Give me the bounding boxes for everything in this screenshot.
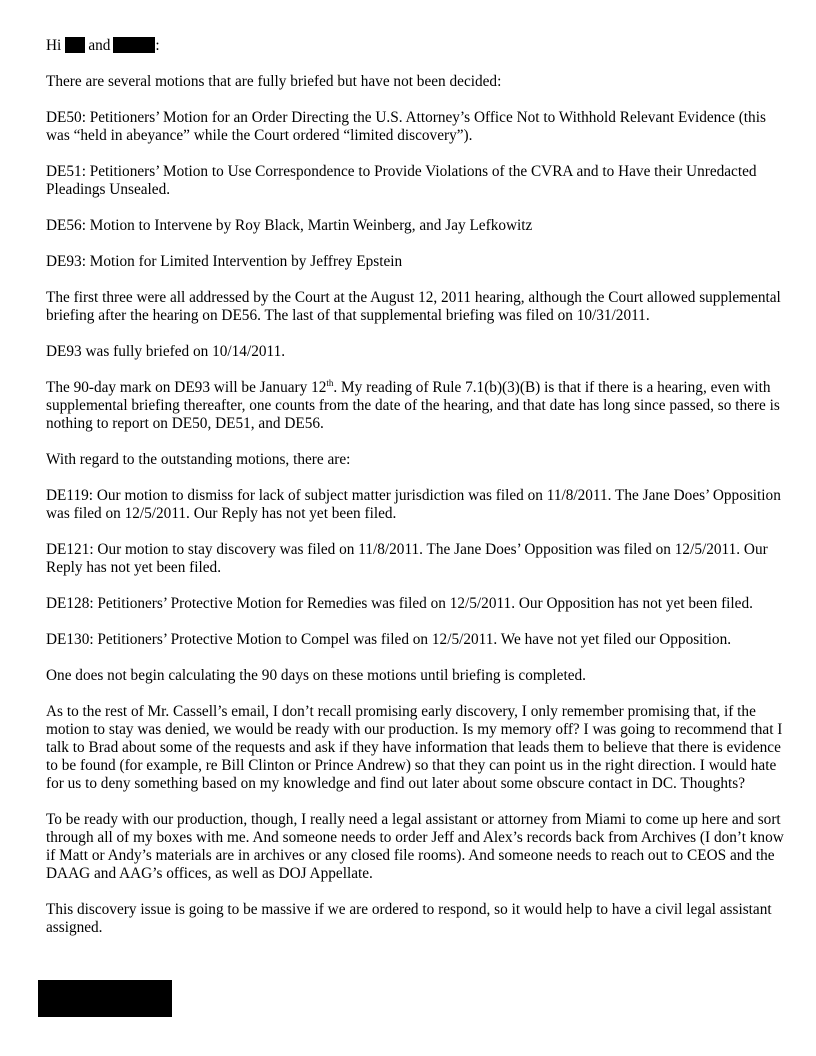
discovery-paragraph: This discovery issue is going to be massive if we are ordered to respond, so it would help to have a civil legal assistant assigned. [46, 901, 772, 936]
first-three-paragraph: The first three were all addressed by the Court at the August 12, 2011 hearing, although the Court allowed supplemental briefing after the hearing on DE56. The last of that supplemental briefing was filed on 10/31/2011. [46, 289, 781, 324]
mark-text-before: The 90-day mark on DE93 will be January 12 [46, 379, 327, 396]
pending-motion-de93: DE93: Motion for Limited Intervention by Jeffrey Epstein [46, 253, 403, 270]
cassell-email-paragraph: As to the rest of Mr. Cassell’s email, I don’t recall promising early discovery, I only remember promising that, if the motion to stay was denied, we would be ready with our production. Is my memory off? I was going to recommend that I talk to Brad about some of the requests and ask if they have information that leads them to believe that there is evidence to be found (for example, re Bill Clinton or Prince Andrew) so that they can point us in the right direction. I would hate for us to deny something based on my knowledge and find out later about some obscure contact in DC. Thoughts? [46, 703, 783, 792]
outstanding-motion-de128: DE128: Petitioners’ Protective Motion for Remedies was filed on 12/5/2011. Our Opposition has not yet been filed. [46, 595, 753, 612]
pending-motion-de51: DE51: Petitioners’ Motion to Use Correspondence to Provide Violations of the CVRA and to Have their Unredacted Pleadings Unsealed. [46, 163, 757, 198]
signature-redaction-block [38, 980, 172, 1017]
ninety-day-mark-paragraph [46, 379, 786, 433]
greeting-colon: : [155, 37, 160, 54]
production-paragraph: To be ready with our production, though, I really need a legal assistant or attorney from Miami to come up here and sort through all of my boxes with me. And someone needs to order Jeff and Alex’s records back from Archives (I don’t know if Matt or Andy’s materials are in archives or any closed file rooms). And someone needs to reach out to CEOS and the DAAG and AAG’s offices, as well as DOJ Appellate. [46, 811, 784, 882]
outstanding-motion-de121: DE121: Our motion to stay discovery was filed on 11/8/2011. The Jane Does’ Opposition was filed on 12/5/2011. Our Reply has not yet been filed. [46, 541, 768, 576]
outstanding-intro-paragraph: With regard to the outstanding motions, there are: [46, 451, 351, 468]
greeting-hi: Hi [46, 37, 62, 54]
outstanding-motion-de130: DE130: Petitioners’ Protective Motion to Compel was filed on 12/5/2011. We have not yet filed our Opposition. [46, 631, 732, 648]
redaction-block [65, 37, 85, 53]
greeting-line [46, 37, 786, 55]
de93-briefed-paragraph: DE93 was fully briefed on 10/14/2011. [46, 343, 286, 360]
greeting-and: and [88, 37, 111, 54]
ninety-days-paragraph: One does not begin calculating the 90 days on these motions until briefing is completed. [46, 667, 586, 684]
intro-paragraph: There are several motions that are fully briefed but have not been decided: [46, 73, 502, 90]
mark-superscript: th [326, 377, 334, 388]
pending-motion-de50: DE50: Petitioners’ Motion for an Order Directing the U.S. Attorney’s Office Not to Withhold Relevant Evidence (this was “held in abeyance” while the Court ordered “limited discovery”). [46, 109, 766, 144]
mark-text-after: . My reading of Rule 7.1(b)(3)(B) is that if there is a hearing, even with supplemental briefing thereafter, one counts from the date of the hearing, and that date has long since passed, so there is nothing to report on DE50, DE51, and DE56. [46, 379, 780, 432]
pending-motion-de56: DE56: Motion to Intervene by Roy Black, Martin Weinberg, and Jay Lefkowitz [46, 217, 533, 234]
redaction-block [113, 37, 155, 53]
outstanding-motion-de119: DE119: Our motion to dismiss for lack of subject matter jurisdiction was filed on 11/8/2011. The Jane Does’ Opposition was filed on 12/5/2011. Our Reply has not yet been filed. [46, 487, 781, 522]
letter-body [46, 37, 786, 955]
